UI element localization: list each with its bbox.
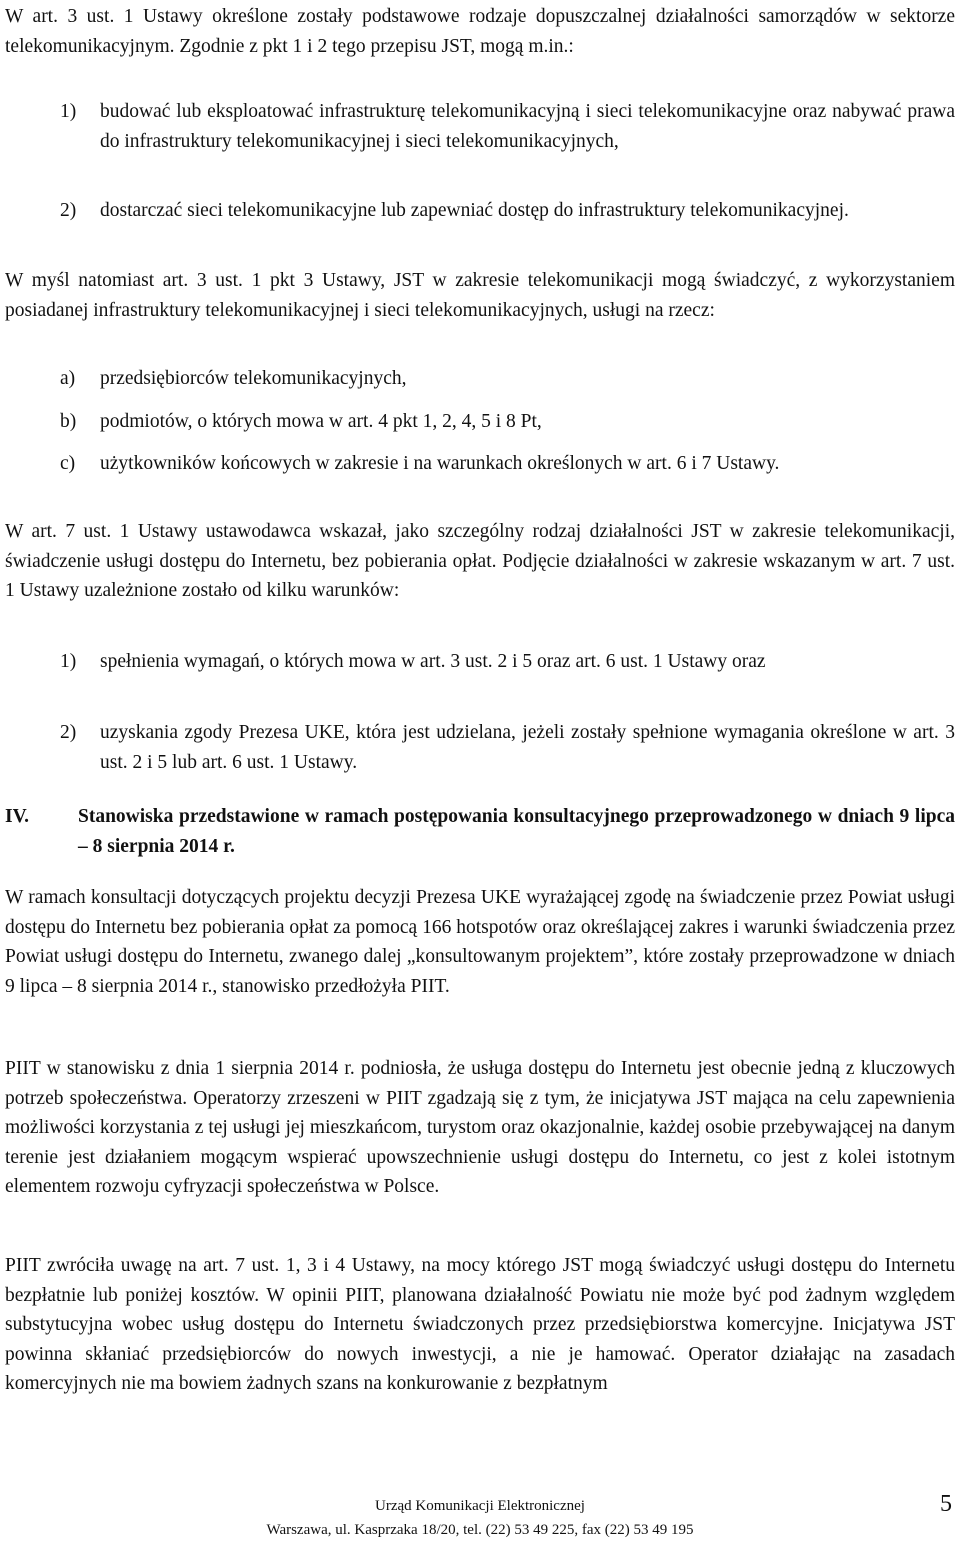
paragraph-5: PIIT w stanowisku z dnia 1 sierpnia 2014 r. podniosła, że usługa dostępu do Internetu jest obecnie jedną z kluczowych potrzeb społeczeństwa. Operatorzy zrzeszeni w PIIT zgadzają się z tym, że inicjatywa JST mająca na celu zapewnienia możliwości korzystania z tej usługi jej mieszkańcom, turystom oraz okazjonalnie, każdej osobie przebywającej na danym terenie jest działaniem mogącym wspierać upowszechnienie usługi dostępu do Internetu, co jest z kolei istotnym elementem rozwoju cyfryzacji społeczeństwa w Polsce. <box>5 1058 955 1197</box>
list-text: uzyskania zgody Prezesa UKE, która jest udzielana, jeżeli zostały spełnione wymagania określone w art. 3 ust. 2 i 5 lub art. 6 ust. 1 Ustawy. <box>100 722 955 773</box>
list-marker: b) <box>60 411 77 432</box>
footer-address: Warszawa, ul. Kasprzaka 18/20, tel. (22) 53 49 225, fax (22) 53 49 195 <box>266 1522 694 1538</box>
list2-item-b <box>60 407 955 437</box>
intro-paragraph: W art. 3 ust. 1 Ustawy określone zostały podstawowe rodzaje dopuszczalnej działalności samorządów w sektorze telekomunikacyjnym. Zgodnie z pkt 1 i 2 tego przepisu JST, mogą m.in.: <box>5 6 955 57</box>
list3-item-1 <box>60 647 955 677</box>
list-marker: 2) <box>60 722 77 743</box>
list1-item-1 <box>60 97 955 156</box>
page-number: 5 <box>940 1491 952 1517</box>
list-text: podmiotów, o których mowa w art. 4 pkt 1, 2, 4, 5 i 8 Pt, <box>100 411 542 432</box>
paragraph-6: PIIT zwróciła uwagę na art. 7 ust. 1, 3 i 4 Ustawy, na mocy którego JST mogą świadczyć usługi dostępu do Internetu bezpłatnie lub poniżej kosztów. W opinii PIIT, planowana działalność Powiatu nie może być pod żadnym względem substytucyjna wobec usług dostępu do Internetu świadczonych przez przedsiębiorstwa komercyjne. Inicjatywa JST powinna skłaniać przedsiębiorców do nowych inwestycji, a nie je hamować. Operator działając na zasadach komercyjnych nie ma bowiem żadnych szans na konkurowanie z bezpłatnym <box>5 1255 955 1394</box>
list-marker: 2) <box>60 200 77 221</box>
list2-item-c <box>60 449 955 479</box>
list-text: użytkowników końcowych w zakresie i na warunkach określonych w art. 6 i 7 Ustawy. <box>100 453 780 474</box>
list-marker: 1) <box>60 651 77 672</box>
list-marker: 1) <box>60 101 77 122</box>
section-number: IV. <box>5 806 30 827</box>
paragraph-4: W ramach konsultacji dotyczących projektu decyzji Prezesa UKE wyrażającej zgodę na świadczenie przez Powiat usługi dostępu do Internetu bez pobierania opłat za pomocą 166 hotspotów oraz określającej zakres i warunki świadczenia przez Powiat usługi dostępu do Internetu, zwanego dalej „konsultowanym projektem”, które zostały przeprowadzone w dniach 9 lipca – 8 sierpnia 2014 r., stanowisko przedłożyła PIIT. <box>5 887 955 997</box>
section-heading <box>5 802 955 861</box>
list-marker: a) <box>60 368 76 389</box>
footer-institution: Urząd Komunikacji Elektronicznej <box>375 1498 585 1514</box>
paragraph-3: W art. 7 ust. 1 Ustawy ustawodawca wskazał, jako szczególny rodzaj działalności JST w zakresie telekomunikacji, świadczenie usługi dostępu do Internetu, bez pobierania opłat. Podjęcie działalności w zakresie wskazanym w art. 7 ust. 1 Ustawy uzależnione zostało od kilku warunków: <box>5 521 955 601</box>
list-text: budować lub eksploatować infrastrukturę telekomunikacyjną i sieci telekomunikacyjne oraz nabywać prawa do infrastruktury telekomunikacyjnej i sieci telekomunikacyjnych, <box>100 101 955 152</box>
list-text: dostarczać sieci telekomunikacyjne lub zapewniać dostęp do infrastruktury telekomunikacyjnej. <box>100 200 849 221</box>
list-marker: c) <box>60 453 76 474</box>
list3-item-2 <box>60 718 955 777</box>
list2-item-a <box>60 364 955 394</box>
paragraph-2: W myśl natomiast art. 3 ust. 1 pkt 3 Ustawy, JST w zakresie telekomunikacji mogą świadczyć, z wykorzystaniem posiadanej infrastruktury telekomunikacyjnej i sieci telekomunikacyjnych, usługi na rzecz: <box>5 270 955 321</box>
section-title: Stanowiska przedstawione w ramach postępowania konsultacyjnego przeprowadzonego w dniach 9 lipca – 8 sierpnia 2014 r. <box>78 806 955 857</box>
list-text: spełnienia wymagań, o których mowa w art. 3 ust. 2 i 5 oraz art. 6 ust. 1 Ustawy oraz <box>100 651 766 672</box>
list1-item-2 <box>60 196 955 226</box>
list-text: przedsiębiorców telekomunikacyjnych, <box>100 368 407 389</box>
